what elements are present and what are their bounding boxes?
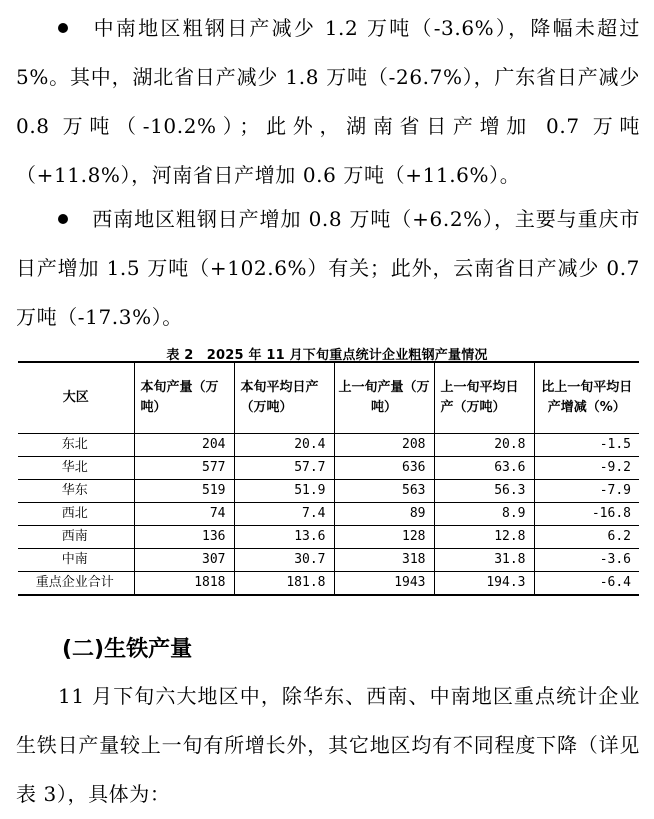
cell-daily-avg: 57.7 (234, 457, 334, 480)
cell-output: 577 (134, 457, 234, 480)
cell-output: 204 (134, 434, 234, 457)
cell-region: 中南 (18, 549, 134, 572)
cell-daily-avg: 181.8 (234, 572, 334, 596)
cell-prev-output: 318 (334, 549, 434, 572)
cell-change-pct: -1.5 (534, 434, 639, 457)
cell-daily-avg: 51.9 (234, 480, 334, 503)
cell-daily-avg: 7.4 (234, 503, 334, 526)
cell-output: 74 (134, 503, 234, 526)
table-row (18, 503, 639, 526)
cell-output: 519 (134, 480, 234, 503)
table-row (18, 480, 639, 503)
cell-prev-daily-avg: 20.8 (434, 434, 534, 457)
column-header-prev-output: 上一旬产量（万吨） (334, 362, 434, 434)
column-header-region: 大区 (18, 362, 134, 434)
cell-region: 重点企业合计 (18, 572, 134, 596)
paragraph-southwest (16, 195, 640, 342)
section-heading: (二)生铁产量 (62, 637, 193, 662)
cell-prev-daily-avg: 12.8 (434, 526, 534, 549)
cell-daily-avg: 20.4 (234, 434, 334, 457)
cell-change-pct: -16.8 (534, 503, 639, 526)
cell-daily-avg: 13.6 (234, 526, 334, 549)
cell-region: 西南 (18, 526, 134, 549)
cell-prev-output: 208 (334, 434, 434, 457)
cell-output: 1818 (134, 572, 234, 596)
table-row (18, 526, 639, 549)
column-header-change-pct: 比上一旬平均日产增减（%） (534, 362, 639, 434)
cell-prev-output: 1943 (334, 572, 434, 596)
cell-prev-daily-avg: 194.3 (434, 572, 534, 596)
bullet-icon (58, 23, 68, 33)
cell-change-pct: -3.6 (534, 549, 639, 572)
cell-prev-daily-avg: 8.9 (434, 503, 534, 526)
paragraph-southwest-text: 西南地区粗钢日产增加 0.8 万吨（+6.2%），主要与重庆市日产增加 1.5 万吨（+102.6%）有关；此外，云南省日产减少 0.7 万吨（-17.3%）。 (16, 207, 640, 329)
cell-region: 华东 (18, 480, 134, 503)
paragraph-pig-iron (16, 672, 640, 819)
table-row-total (18, 572, 639, 596)
table-caption: 表 2 2025 年 11 月下旬重点统计企业粗钢产量情况 (166, 348, 488, 363)
column-header-prev-daily-avg: 上一旬平均日产（万吨） (434, 362, 534, 434)
cell-region: 东北 (18, 434, 134, 457)
table-header-row (18, 362, 639, 434)
cell-daily-avg: 30.7 (234, 549, 334, 572)
cell-output: 307 (134, 549, 234, 572)
cell-prev-output: 128 (334, 526, 434, 549)
paragraph-pig-iron-text: 11 月下旬六大地区中，除华东、西南、中南地区重点统计企业生铁日产量较上一旬有所增长外，其它地区均有不同程度下降（详见表 3），具体为： (16, 684, 640, 806)
cell-change-pct: -7.9 (534, 480, 639, 503)
cell-region: 西北 (18, 503, 134, 526)
paragraph-central-south-text: 中南地区粗钢日产减少 1.2 万吨（-3.6%），降幅未超过 5%。其中，湖北省日产减少 1.8 万吨（-26.7%），广东省日产减少 0.8 万吨（-10.2%）；此外，湖南省日产增加 0.7 万吨（+11.8%），河南省日产增加 0.6 万吨（+11.6%）。 (16, 16, 640, 187)
cell-prev-output: 563 (334, 480, 434, 503)
cell-change-pct: 6.2 (534, 526, 639, 549)
crude-steel-table (18, 361, 639, 596)
cell-prev-daily-avg: 31.8 (434, 549, 534, 572)
cell-prev-output: 636 (334, 457, 434, 480)
cell-change-pct: -6.4 (534, 572, 639, 596)
cell-prev-daily-avg: 56.3 (434, 480, 534, 503)
table-row (18, 434, 639, 457)
cell-prev-output: 89 (334, 503, 434, 526)
column-header-daily-avg: 本旬平均日产（万吨） (234, 362, 334, 434)
table-row (18, 549, 639, 572)
table-row (18, 457, 639, 480)
cell-prev-daily-avg: 63.6 (434, 457, 534, 480)
cell-change-pct: -9.2 (534, 457, 639, 480)
paragraph-central-south (16, 4, 640, 200)
column-header-output: 本旬产量（万吨） (134, 362, 234, 434)
bullet-icon (58, 214, 68, 224)
cell-region: 华北 (18, 457, 134, 480)
cell-output: 136 (134, 526, 234, 549)
